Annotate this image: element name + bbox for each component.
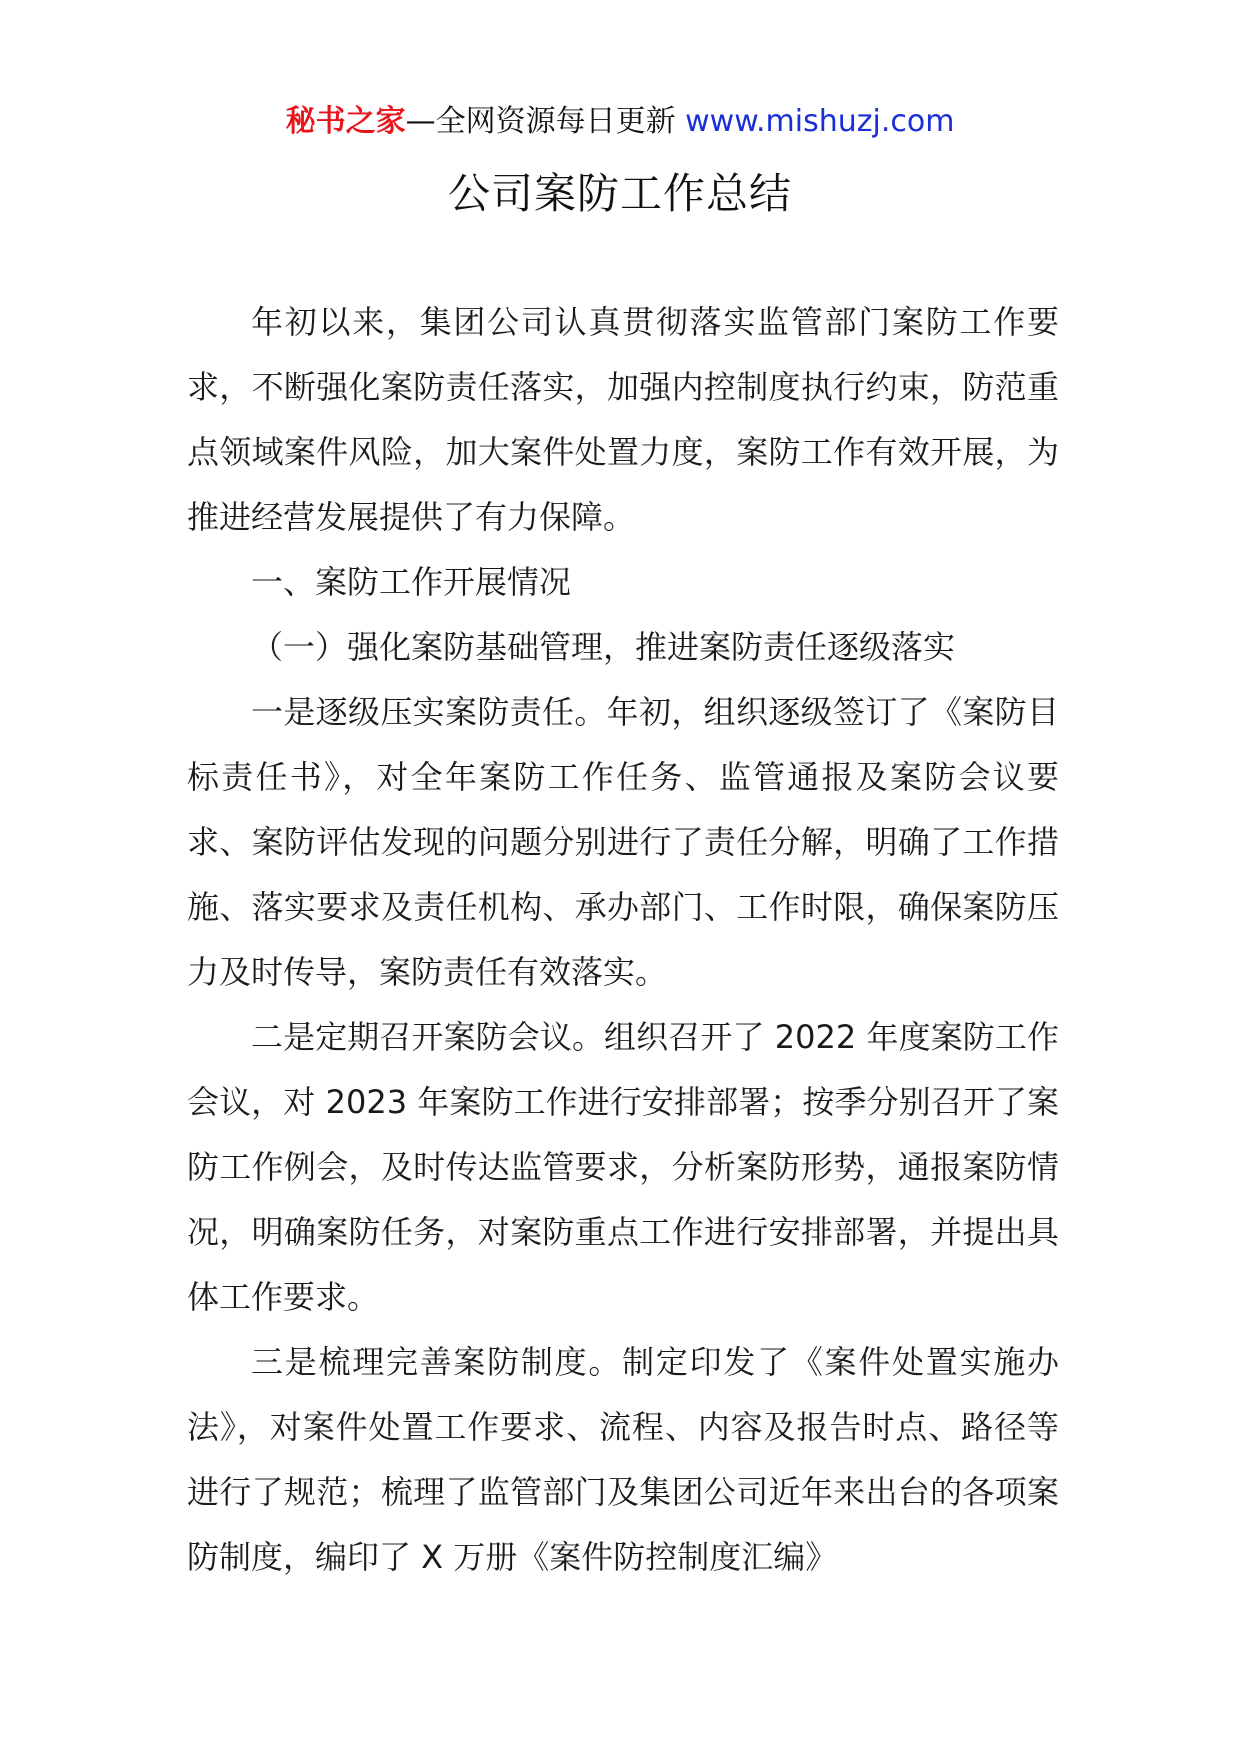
document-title: 公司案防工作总结 xyxy=(447,169,792,218)
body-paragraph: 二是定期召开案防会议。组织召开了 2022 年度案防工作会议，对 2023 年案防工作进行安排部署；按季分别召开了案防工作例会，及时传达监管要求，分析案防形势，通报案防情况，明确案防任务，对案防重点工作进行安排部署，并提出具体工作要求。 xyxy=(187,1018,1059,1316)
section-heading: 一、案防工作开展情况 xyxy=(251,563,572,601)
body-paragraph: 一是逐级压实案防责任。年初，组织逐级签订了《案防目标责任书》，对全年案防工作任务、监管通报及案防会议要求、案防评估发现的问题分别进行了责任分解，明确了工作措施、落实要求及责任机构、承办部门、工作时限，确保案防压力及时传导，案防责任有效落实。 xyxy=(187,693,1059,991)
brand-name: 秘书之家 xyxy=(285,104,406,139)
site-url-link[interactable]: www.mishuzj.com xyxy=(685,104,955,139)
subsection-heading: （一）强化案防基础管理，推进案防责任逐级落实 xyxy=(251,628,956,666)
body-paragraph: 三是梳理完善案防制度。制定印发了《案件处置实施办法》，对案件处置工作要求、流程、内容及报告时点、路径等进行了规范；梳理了监管部门及集团公司近年来出台的各项案防制度，编印了 X 万册《案件防控制度汇编》 xyxy=(187,1343,1059,1576)
document-body xyxy=(187,290,1059,1590)
site-header xyxy=(0,100,1240,144)
header-tagline: —全网资源每日更新 xyxy=(405,104,686,139)
intro-paragraph: 年初以来，集团公司认真贯彻落实监管部门案防工作要求，不断强化案防责任落实，加强内控制度执行约束，防范重点领域案件风险，加大案件处置力度，案防工作有效开展，为推进经营发展提供了有力保障。 xyxy=(187,303,1059,536)
